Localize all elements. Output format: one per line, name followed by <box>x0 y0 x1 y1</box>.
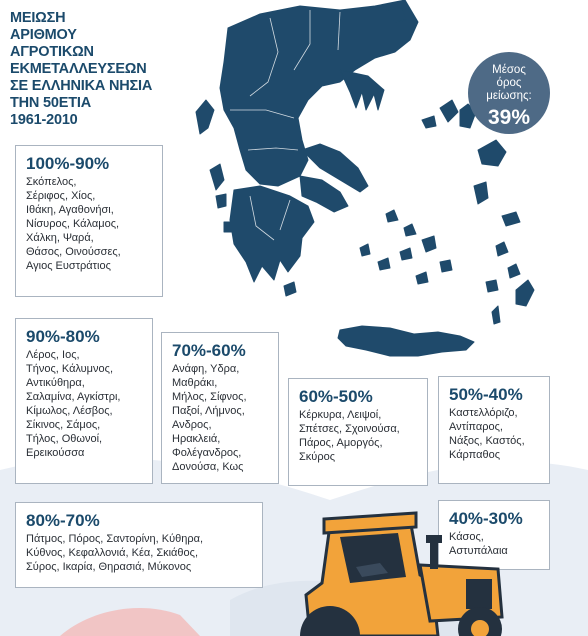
range-card-60-50 <box>288 378 428 486</box>
island-line: Κίμωλος, Λέσβος, <box>26 405 113 417</box>
range-label: 70%-60% <box>172 341 246 360</box>
island-line: Ανδρος, <box>172 419 212 431</box>
island-line: Σέριφος, Χίος, <box>26 190 96 202</box>
island-line: Λέρος, Ιος, <box>26 349 80 361</box>
island-line: Κάρπαθος <box>449 449 500 461</box>
range-label: 60%-50% <box>299 387 373 406</box>
range-card-100-90 <box>15 145 163 297</box>
range-label: 100%-90% <box>26 154 110 173</box>
island-line: Αστυπάλαια <box>449 545 508 557</box>
island-line: Σπέτσες, Σχοινούσα, <box>299 423 400 435</box>
island-line: Μαθράκι, <box>172 377 218 389</box>
title-line: ΕΚΜΕΤΑΛΛΕΥΣΕΩΝ <box>10 61 147 77</box>
island-line: Πάτμος, Πόρος, Σαντορίνη, Κύθηρα, <box>26 533 204 545</box>
island-line: Σύρος, Ικαρία, Θηρασιά, Μύκονος <box>26 561 192 573</box>
island-line: Κάσος, <box>449 531 484 543</box>
island-line: Σίκινος, Σάμος, <box>26 419 101 431</box>
island-list <box>449 406 541 462</box>
badge-label-line: Μέσος <box>492 64 526 76</box>
island-line: Ηρακλειά, <box>172 433 221 445</box>
island-list <box>26 532 254 574</box>
badge-value: 39% <box>487 106 531 129</box>
island-line: Τήνος, Κάλυμνος, <box>26 363 113 375</box>
island-line: Σκόπελος, <box>26 176 77 188</box>
island-line: Δονούσα, Κως <box>172 461 244 473</box>
island-list <box>172 362 270 474</box>
island-list <box>26 175 154 273</box>
island-line: Θάσος, Οινούσσες, <box>26 246 121 258</box>
island-line: Τήλος, Οθωνοί, <box>26 433 103 445</box>
island-line: Ιθάκη, Αγαθονήσι, <box>26 204 114 216</box>
title-line: ΣΕ ΕΛΛΗΝΙΚΑ ΝΗΣΙΑ <box>10 78 153 94</box>
range-label: 40%-30% <box>449 509 523 528</box>
range-label: 90%-80% <box>26 327 100 346</box>
badge-label-line: μείωσης: <box>486 90 532 102</box>
range-card-70-60 <box>161 332 279 484</box>
range-card-90-80 <box>15 318 153 484</box>
range-card-50-40 <box>438 376 550 484</box>
title-line: ΑΓΡΟΤΙΚΩΝ <box>10 44 94 60</box>
island-line: Ερεικούσσα <box>26 447 85 459</box>
title-line: ΑΡΙΘΜΟΥ <box>10 27 77 43</box>
title-line: ΤΗΝ 50ΕΤΙΑ <box>10 95 91 111</box>
island-line: Σκύρος <box>299 451 335 463</box>
island-line: Παξοί, Λήμνος, <box>172 405 245 417</box>
island-line: Κέρκυρα, Λειψοί, <box>299 409 382 421</box>
range-card-80-70 <box>15 502 263 588</box>
island-line: Φολέγανδρος, <box>172 447 242 459</box>
island-line: Μήλος, Σίφνος, <box>172 391 247 403</box>
infographic-title <box>10 10 200 129</box>
island-line: Νίσυρος, Κάλαμος, <box>26 218 120 230</box>
title-line: ΜΕΙΩΣΗ <box>10 10 66 26</box>
island-line: Σαλαμίνα, Αγκίστρι, <box>26 391 121 403</box>
island-line: Πάρος, Αμοργός, <box>299 437 383 449</box>
island-line: Αντίπαρος, <box>449 421 503 433</box>
island-line: Κύθνος, Κεφαλλονιά, Κέα, Σκιάθος, <box>26 547 199 559</box>
island-line: Ανάφη, Υδρα, <box>172 363 240 375</box>
range-label: 80%-70% <box>26 511 100 530</box>
island-line: Αντικύθηρα, <box>26 377 85 389</box>
range-label: 50%-40% <box>449 385 523 404</box>
island-line: Αγιος Ευστράτιος <box>26 260 111 272</box>
island-list <box>26 348 144 460</box>
average-reduction-badge <box>468 52 550 134</box>
island-line: Καστελλόριζο, <box>449 407 518 419</box>
tractor-icon <box>270 505 510 636</box>
island-line: Νάξος, Καστός, <box>449 435 525 447</box>
island-line: Χάλκη, Ψαρά, <box>26 232 94 244</box>
island-list <box>299 408 419 464</box>
badge-label-line: όρος <box>496 77 522 89</box>
title-line: 1961-2010 <box>10 112 78 128</box>
